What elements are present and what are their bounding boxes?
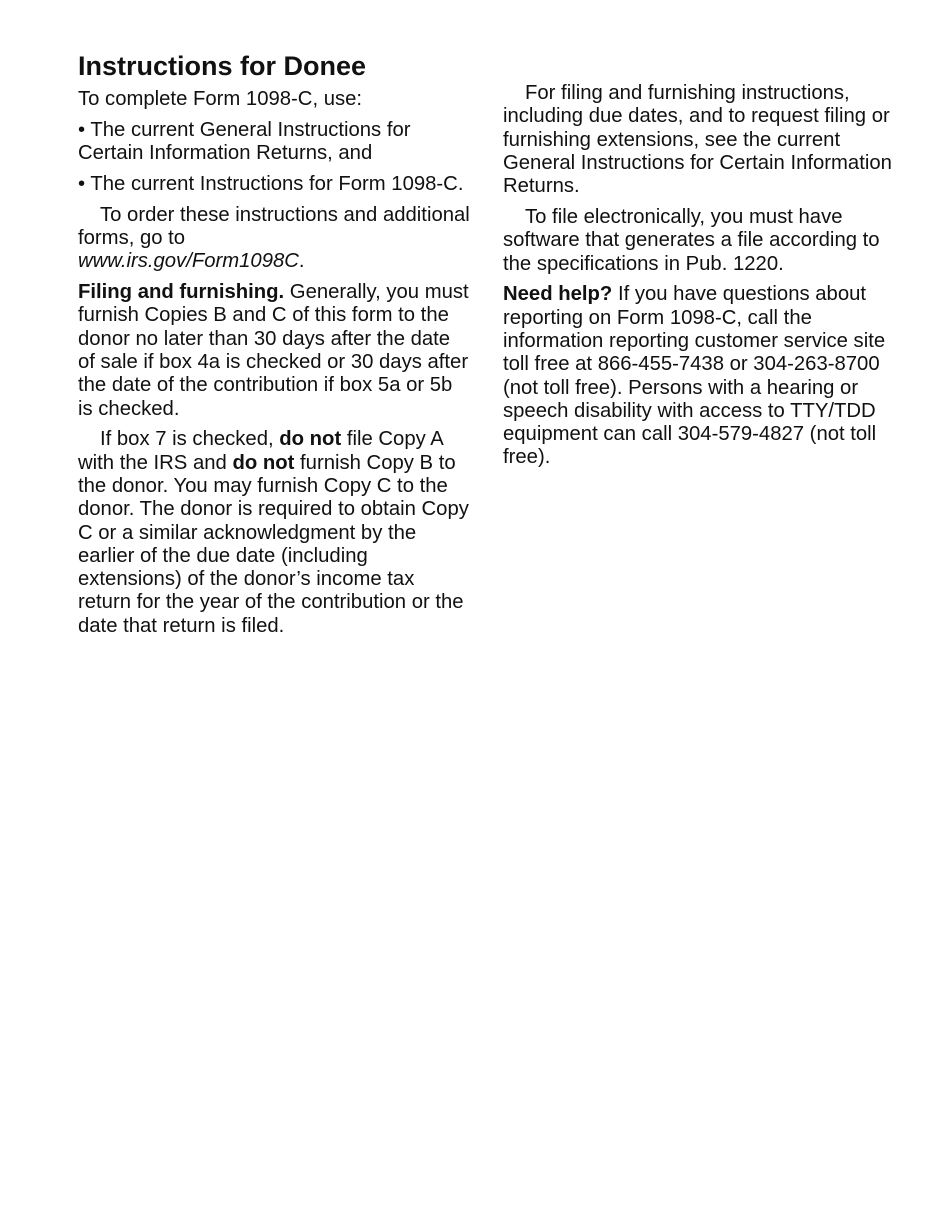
box7-text-2: file Copy A with the IRS and	[78, 428, 443, 474]
filing-furnishing-heading: Filing and furnishing.	[78, 281, 285, 304]
box7-do-not-1: do not	[279, 428, 342, 451]
intro-paragraph: To complete Form 1098-C, use:	[78, 88, 363, 110]
page-title: Instructions for Donee	[78, 51, 367, 81]
order-text: To order these instructions and additional forms, go to	[78, 203, 470, 249]
need-help-paragraph	[503, 283, 895, 469]
electronic-filing-paragraph: To file electronically, you must have software that generates a file according to the specifications in Pub. 1220.	[503, 205, 880, 275]
box7-text-3: furnish Copy B to the donor. You may furnish Copy C to the donor. The donor is required to obtain Copy C or a similar acknowledgment by the earlier of the due date (including extensions) of the donor’s income tax return for the year of the contribution or the date that return is filed.	[78, 451, 469, 637]
irs-form-link[interactable]: www.irs.gov/Form1098C	[78, 250, 299, 273]
left-column-text	[78, 88, 470, 646]
box7-paragraph	[78, 428, 470, 638]
right-column	[503, 82, 895, 477]
filing-furnishing-text: Generally, you must furnish Copies B and C of this form to the donor no later than 30 days after the date of sale if box 4a is checked or 30 days after the date of the contribution if box 5a or 5b is checked.	[78, 281, 469, 420]
bullet-general-instructions: • The current General Instructions for Certain Information Returns, and	[78, 118, 411, 165]
box7-text-1: If box 7 is checked,	[100, 428, 280, 451]
filing-instructions-paragraph: For filing and furnishing instructions, including due dates, and to request filing or furnishing extensions, see the current General Instructions for Certain Information Returns.	[503, 82, 892, 198]
need-help-heading: Need help?	[503, 283, 613, 306]
order-period: .	[298, 250, 305, 273]
filing-furnishing-paragraph	[78, 281, 470, 421]
box7-do-not-2: do not	[232, 451, 295, 474]
bullet-form-instructions: • The current Instructions for Form 1098-C.	[78, 172, 464, 195]
order-paragraph	[78, 204, 470, 274]
need-help-text: If you have questions about reporting on Form 1098-C, call the information reporting customer service site toll free at 866-455-7438 or 304-263-8700 (not toll free). Persons with a hearing or speech disability with access to TTY/TDD equipment can call 304-579-4827 (not toll free).	[503, 283, 886, 469]
